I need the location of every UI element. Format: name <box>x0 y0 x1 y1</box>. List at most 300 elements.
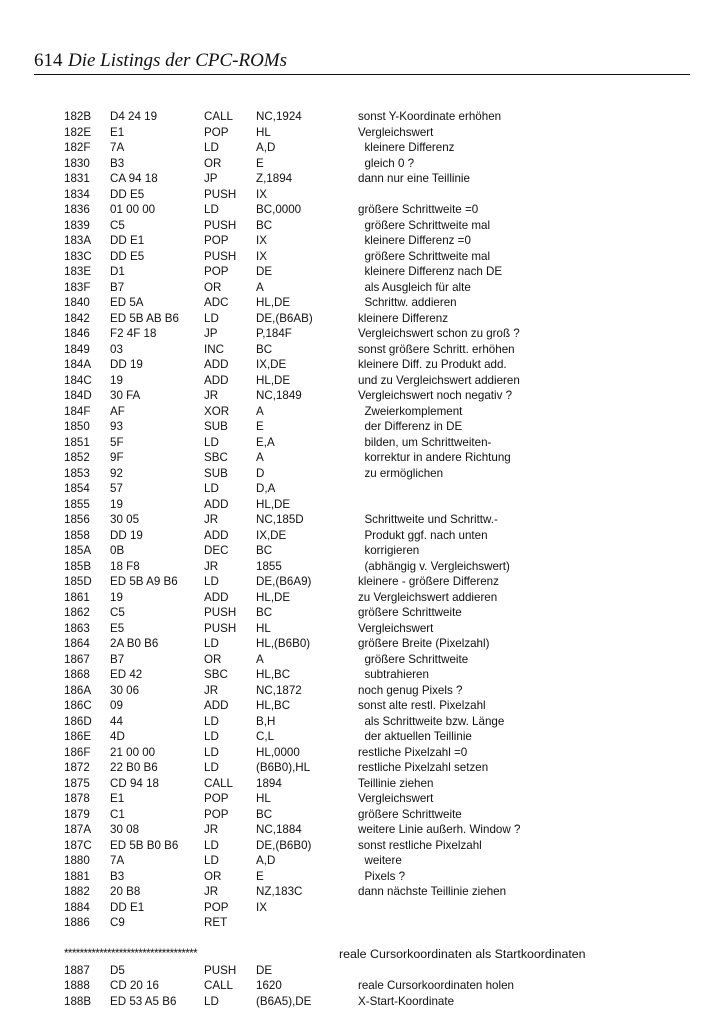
listing-row <box>0 699 721 715</box>
row-comment: sonst Y-Koordinate erhöhen <box>358 110 502 123</box>
row-opcode-bytes: C5 <box>110 606 125 619</box>
row-opcode-bytes: B7 <box>110 280 125 294</box>
row-mnemonic: POP <box>204 792 229 805</box>
row-opcode-bytes: C9 <box>110 916 125 929</box>
listing-row <box>0 544 721 560</box>
row-mnemonic: RET <box>204 916 228 929</box>
row-opcode-bytes: ED 5B AB B6 <box>110 311 179 325</box>
row-operand: E <box>256 156 264 170</box>
listing-row <box>0 901 721 917</box>
row-comment: X-Start-Koordinate <box>358 994 455 1008</box>
listing-row <box>0 995 721 1011</box>
row-address: 1861 <box>64 590 90 604</box>
row-opcode-bytes: ED 5B A9 B6 <box>110 575 178 588</box>
row-opcode-bytes: ED 53 A5 B6 <box>110 994 177 1008</box>
row-address: 184F <box>64 404 91 418</box>
row-comment: größere Schrittweite <box>358 652 469 666</box>
row-comment: größere Schrittweite <box>358 606 462 619</box>
listing-row <box>0 964 721 980</box>
row-comment: Schrittw. addieren <box>358 296 457 309</box>
row-operand: B,H <box>256 714 276 728</box>
row-opcode-bytes: ED 5B B0 B6 <box>110 838 179 852</box>
row-opcode-bytes: 2A B0 B6 <box>110 637 159 650</box>
listing-row <box>0 916 721 932</box>
row-comment: Pixels ? <box>358 869 406 883</box>
listing-row <box>0 746 721 762</box>
row-mnemonic: DEC <box>204 544 229 557</box>
row-opcode-bytes: E5 <box>110 621 125 635</box>
row-comment: sonst alte restl. Pixelzahl <box>358 699 486 712</box>
row-mnemonic: LD <box>204 854 219 867</box>
listing-row <box>0 141 721 157</box>
listing-row <box>0 281 721 297</box>
row-comment: der aktuellen Teillinie <box>358 730 472 743</box>
row-operand: HL,(B6B0) <box>256 637 311 650</box>
listing-row <box>0 622 721 638</box>
listing-row <box>0 312 721 328</box>
row-opcode-bytes: 03 <box>110 342 123 356</box>
listing-block-1 <box>0 110 721 932</box>
row-operand: HL,DE <box>256 497 291 511</box>
row-opcode-bytes: DD 19 <box>110 358 143 371</box>
row-mnemonic: LD <box>204 141 219 154</box>
listing-row <box>0 374 721 390</box>
row-opcode-bytes: 44 <box>110 714 123 728</box>
row-operand: BC <box>256 807 273 821</box>
row-comment: kleinere Differenz nach DE <box>358 265 503 278</box>
listing-row <box>0 219 721 235</box>
row-mnemonic: ADD <box>204 373 229 387</box>
row-operand: BC,0000 <box>256 203 302 216</box>
row-mnemonic: LD <box>204 761 219 774</box>
row-mnemonic: LD <box>204 838 219 852</box>
row-opcode-bytes: 19 <box>110 497 123 511</box>
page-header <box>34 46 694 76</box>
row-comment: dann nur eine Teillinie <box>358 172 470 185</box>
listing-row <box>0 715 721 731</box>
row-operand: E <box>256 420 264 433</box>
row-comment: größere Schrittweite mal <box>358 218 491 232</box>
row-address: 182E <box>64 125 92 139</box>
row-operand: DE <box>256 265 273 278</box>
row-mnemonic: POP <box>204 125 229 139</box>
listing-row <box>0 560 721 576</box>
running-title: Die Listings der CPC-ROMs <box>68 50 288 71</box>
section-separator <box>0 947 721 964</box>
row-mnemonic: LD <box>204 994 219 1008</box>
row-operand: Z,1894 <box>256 172 293 185</box>
row-operand: A <box>256 280 264 294</box>
row-comment: weitere <box>358 854 402 867</box>
row-opcode-bytes: AF <box>110 404 125 418</box>
row-mnemonic: ADD <box>204 699 229 712</box>
row-operand: NC,1872 <box>256 683 302 697</box>
listing-row <box>0 637 721 653</box>
row-opcode-bytes: CD 20 16 <box>110 979 159 992</box>
row-address: 185D <box>64 575 92 588</box>
row-mnemonic: XOR <box>204 404 230 418</box>
row-operand: DE,(B6AB) <box>256 311 313 325</box>
row-address: 1840 <box>64 296 90 309</box>
listing-row <box>0 513 721 529</box>
row-address: 186F <box>64 745 91 759</box>
row-opcode-bytes: DD E1 <box>110 234 145 247</box>
row-comment: sonst restliche Pixelzahl <box>358 838 482 852</box>
row-comment: als Schrittweite bzw. Länge <box>358 714 505 728</box>
row-opcode-bytes: CD 94 18 <box>110 776 159 790</box>
row-operand: HL <box>256 792 271 805</box>
row-comment: Zweierkomplement <box>358 404 463 418</box>
row-comment: größere Schrittweite =0 <box>358 203 479 216</box>
row-operand: NZ,183C <box>256 885 303 898</box>
row-comment: restliche Pixelzahl setzen <box>358 761 489 774</box>
row-opcode-bytes: ED 5A <box>110 296 144 309</box>
row-mnemonic: LD <box>204 575 219 588</box>
row-address: 1834 <box>64 187 90 201</box>
row-comment: Vergleichswert <box>358 621 434 635</box>
row-operand: HL,0000 <box>256 745 300 759</box>
row-operand: BC <box>256 606 273 619</box>
listing-row <box>0 420 721 436</box>
row-mnemonic: POP <box>204 265 229 278</box>
row-address: 184A <box>64 358 92 371</box>
listing-row <box>0 761 721 777</box>
row-mnemonic: POP <box>204 900 229 914</box>
row-mnemonic: CALL <box>204 979 234 992</box>
row-mnemonic: LD <box>204 482 219 495</box>
row-comment: bilden, um Schrittweiten- <box>358 435 492 449</box>
row-mnemonic: OR <box>204 869 222 883</box>
row-address: 185A <box>64 544 92 557</box>
listing-row <box>0 126 721 142</box>
row-comment: Schrittweite und Schrittw.- <box>358 513 498 526</box>
row-operand: NC,185D <box>256 513 304 526</box>
separator-comment: reale Cursorkoordinaten als Startkoordinaten <box>339 946 586 961</box>
row-comment: Vergleichswert schon zu groß ? <box>358 327 520 340</box>
row-operand: NC,1884 <box>256 823 302 836</box>
row-comment: größere Schrittweite <box>358 807 462 821</box>
row-operand: HL,DE <box>256 373 291 387</box>
row-mnemonic: PUSH <box>204 621 237 635</box>
row-address: 1887 <box>64 963 90 977</box>
row-mnemonic: LD <box>204 311 219 325</box>
row-comment: Teillinie ziehen <box>358 776 434 790</box>
row-comment: subtrahieren <box>358 668 429 681</box>
row-opcode-bytes: 92 <box>110 466 123 480</box>
listing-row <box>0 885 721 901</box>
row-address: 1849 <box>64 342 90 356</box>
listing-block-2 <box>0 964 721 1011</box>
listing-row <box>0 296 721 312</box>
row-mnemonic: LD <box>204 714 219 728</box>
page-number: 614 <box>34 50 63 71</box>
row-address: 1856 <box>64 513 90 526</box>
row-operand: HL,BC <box>256 668 291 681</box>
row-mnemonic: PUSH <box>204 606 237 619</box>
row-mnemonic: OR <box>204 280 222 294</box>
row-opcode-bytes: E1 <box>110 792 125 805</box>
row-opcode-bytes: 30 FA <box>110 389 141 402</box>
listing-row <box>0 854 721 870</box>
assembly-listing <box>0 110 721 1010</box>
row-address: 1830 <box>64 156 90 170</box>
listing-row <box>0 777 721 793</box>
row-mnemonic: LD <box>204 637 219 650</box>
row-comment: reale Cursorkoordinaten holen <box>358 979 514 992</box>
row-mnemonic: LD <box>204 203 219 216</box>
row-opcode-bytes: 22 B0 B6 <box>110 761 158 774</box>
row-comment: korrigieren <box>358 544 420 557</box>
row-mnemonic: SUB <box>204 420 228 433</box>
row-mnemonic: PUSH <box>204 218 237 232</box>
row-address: 187A <box>64 823 92 836</box>
row-address: 187C <box>64 838 92 852</box>
row-comment: und zu Vergleichswert addieren <box>358 373 520 387</box>
row-comment: dann nächste Teillinie ziehen <box>358 885 507 898</box>
row-address: 188B <box>64 994 92 1008</box>
row-comment: gleich 0 ? <box>358 156 415 170</box>
listing-row <box>0 358 721 374</box>
row-mnemonic: ADD <box>204 497 229 511</box>
row-opcode-bytes: E1 <box>110 125 125 139</box>
row-operand: HL <box>256 621 271 635</box>
row-mnemonic: JP <box>204 172 218 185</box>
row-opcode-bytes: 18 F8 <box>110 559 140 573</box>
row-operand: D <box>256 466 265 480</box>
row-opcode-bytes: 9F <box>110 451 124 464</box>
row-opcode-bytes: 09 <box>110 699 123 712</box>
listing-row <box>0 808 721 824</box>
row-opcode-bytes: DD E5 <box>110 249 145 263</box>
row-operand: D,A <box>256 482 276 495</box>
row-address: 1879 <box>64 807 90 821</box>
listing-row <box>0 327 721 343</box>
row-address: 184D <box>64 389 92 402</box>
row-operand: A <box>256 451 264 464</box>
row-mnemonic: PUSH <box>204 187 237 201</box>
row-comment: korrektur in andere Richtung <box>358 451 511 464</box>
row-operand: (B6A5),DE <box>256 994 312 1008</box>
row-address: 1878 <box>64 792 90 805</box>
row-operand: HL,BC <box>256 699 291 712</box>
row-address: 182F <box>64 141 91 154</box>
row-address: 1884 <box>64 900 90 914</box>
row-comment: zu ermöglichen <box>358 466 444 480</box>
row-opcode-bytes: 93 <box>110 420 123 433</box>
row-mnemonic: JR <box>204 683 219 697</box>
row-mnemonic: SBC <box>204 451 228 464</box>
row-opcode-bytes: B3 <box>110 156 125 170</box>
listing-row <box>0 839 721 855</box>
row-operand: A,D <box>256 141 276 154</box>
row-address: 183F <box>64 280 91 294</box>
listing-row <box>0 498 721 514</box>
row-opcode-bytes: 20 B8 <box>110 885 141 898</box>
row-opcode-bytes: 01 00 00 <box>110 203 156 216</box>
header-rule <box>34 74 690 75</box>
row-comment: (abhängig v. Vergleichswert) <box>358 559 510 573</box>
row-operand: HL <box>256 125 271 139</box>
row-mnemonic: OR <box>204 652 222 666</box>
row-comment: Vergleichswert noch negativ ? <box>358 389 513 402</box>
row-comment: Produkt ggf. nach unten <box>358 528 488 542</box>
listing-row <box>0 265 721 281</box>
row-opcode-bytes: 5F <box>110 435 124 449</box>
row-address: 1831 <box>64 172 90 185</box>
listing-row <box>0 529 721 545</box>
listing-row <box>0 730 721 746</box>
row-address: 1888 <box>64 979 90 992</box>
row-opcode-bytes: D4 24 19 <box>110 110 158 123</box>
row-address: 1851 <box>64 435 90 449</box>
listing-row <box>0 405 721 421</box>
row-address: 1880 <box>64 854 90 867</box>
listing-row <box>0 188 721 204</box>
row-mnemonic: CALL <box>204 110 234 123</box>
listing-row <box>0 110 721 126</box>
row-comment: Vergleichswert <box>358 792 434 805</box>
row-address: 1854 <box>64 482 90 495</box>
listing-row <box>0 467 721 483</box>
row-address: 1872 <box>64 761 90 774</box>
row-operand: IX <box>256 900 267 914</box>
row-operand: HL,DE <box>256 590 291 604</box>
row-operand: (B6B0),HL <box>256 761 311 774</box>
row-opcode-bytes: 30 05 <box>110 513 140 526</box>
row-address: 1881 <box>64 869 90 883</box>
row-opcode-bytes: 7A <box>110 141 125 154</box>
row-address: 1868 <box>64 668 90 681</box>
row-address: 1852 <box>64 451 90 464</box>
listing-row <box>0 668 721 684</box>
row-mnemonic: JR <box>204 513 219 526</box>
row-comment: der Differenz in DE <box>358 420 463 433</box>
row-comment: sonst größere Schritt. erhöhen <box>358 342 515 356</box>
listing-row <box>0 157 721 173</box>
row-mnemonic: ADC <box>204 296 229 309</box>
row-operand: 1620 <box>256 979 282 992</box>
row-address: 1839 <box>64 218 90 232</box>
row-operand: A <box>256 404 264 418</box>
row-mnemonic: LD <box>204 745 219 759</box>
row-mnemonic: ADD <box>204 358 229 371</box>
row-operand: NC,1849 <box>256 389 302 402</box>
listing-row <box>0 482 721 498</box>
separator-stars: ********************************** <box>64 946 198 960</box>
row-address: 183A <box>64 234 92 247</box>
listing-row <box>0 436 721 452</box>
row-address: 1858 <box>64 528 90 542</box>
row-opcode-bytes: C5 <box>110 218 125 232</box>
row-operand: DE,(B6B0) <box>256 838 312 852</box>
listing-row <box>0 870 721 886</box>
row-opcode-bytes: 30 06 <box>110 683 140 697</box>
listing-row <box>0 451 721 467</box>
row-address: 1855 <box>64 497 90 511</box>
row-address: 186D <box>64 714 92 728</box>
row-opcode-bytes: 19 <box>110 373 123 387</box>
listing-row <box>0 684 721 700</box>
row-mnemonic: JP <box>204 327 218 340</box>
row-address: 185B <box>64 559 92 573</box>
row-address: 183E <box>64 265 92 278</box>
row-address: 184C <box>64 373 92 387</box>
row-comment: kleinere Differenz <box>358 141 455 154</box>
block-gap <box>0 932 721 947</box>
row-opcode-bytes: DD 19 <box>110 528 143 542</box>
row-operand: BC <box>256 544 273 557</box>
row-address: 1862 <box>64 606 90 619</box>
row-operand: IX <box>256 187 267 201</box>
row-operand: IX <box>256 249 267 263</box>
listing-row <box>0 203 721 219</box>
row-opcode-bytes: B3 <box>110 869 125 883</box>
row-operand: P,184F <box>256 327 292 340</box>
row-operand: 1855 <box>256 559 282 573</box>
row-mnemonic: SBC <box>204 668 228 681</box>
row-address: 186E <box>64 730 92 743</box>
row-mnemonic: JR <box>204 885 219 898</box>
row-opcode-bytes: D1 <box>110 265 125 278</box>
row-comment: als Ausgleich für alte <box>358 280 471 294</box>
row-operand: C,L <box>256 730 275 743</box>
row-address: 1863 <box>64 621 90 635</box>
row-operand: NC,1924 <box>256 110 302 123</box>
row-operand: IX <box>256 234 267 247</box>
row-mnemonic: JR <box>204 389 219 402</box>
row-opcode-bytes: C1 <box>110 807 125 821</box>
row-address: 183C <box>64 249 92 263</box>
row-mnemonic: LD <box>204 435 219 449</box>
row-address: 1842 <box>64 311 90 325</box>
row-operand: IX,DE <box>256 358 287 371</box>
row-operand: IX,DE <box>256 528 287 542</box>
row-operand: BC <box>256 218 273 232</box>
listing-row <box>0 653 721 669</box>
row-comment: größere Breite (Pixelzahl) <box>358 637 490 650</box>
row-opcode-bytes: 0B <box>110 544 125 557</box>
row-mnemonic: INC <box>204 342 224 356</box>
row-comment: restliche Pixelzahl =0 <box>358 745 468 759</box>
row-mnemonic: ADD <box>204 590 229 604</box>
row-address: 1836 <box>64 203 90 216</box>
row-comment: kleinere Differenz <box>358 311 449 325</box>
row-operand: E,A <box>256 435 275 449</box>
row-address: 1875 <box>64 776 90 790</box>
row-opcode-bytes: ED 42 <box>110 668 143 681</box>
row-mnemonic: POP <box>204 807 229 821</box>
row-mnemonic: JR <box>204 823 219 836</box>
row-comment: zu Vergleichswert addieren <box>358 590 498 604</box>
row-opcode-bytes: 30 08 <box>110 823 140 836</box>
row-operand: BC <box>256 342 273 356</box>
row-comment: kleinere Differenz =0 <box>358 234 471 247</box>
listing-row <box>0 979 721 995</box>
row-comment: Vergleichswert <box>358 125 434 139</box>
row-mnemonic: SUB <box>204 466 228 480</box>
row-mnemonic: JR <box>204 559 219 573</box>
listing-row <box>0 823 721 839</box>
row-address: 1846 <box>64 327 90 340</box>
listing-row <box>0 250 721 266</box>
row-operand: E <box>256 869 264 883</box>
row-address: 186A <box>64 683 92 697</box>
row-opcode-bytes: B7 <box>110 652 125 666</box>
listing-row <box>0 343 721 359</box>
row-comment: weitere Linie außerh. Window ? <box>358 823 521 836</box>
row-address: 1882 <box>64 885 90 898</box>
row-address: 1864 <box>64 637 90 650</box>
